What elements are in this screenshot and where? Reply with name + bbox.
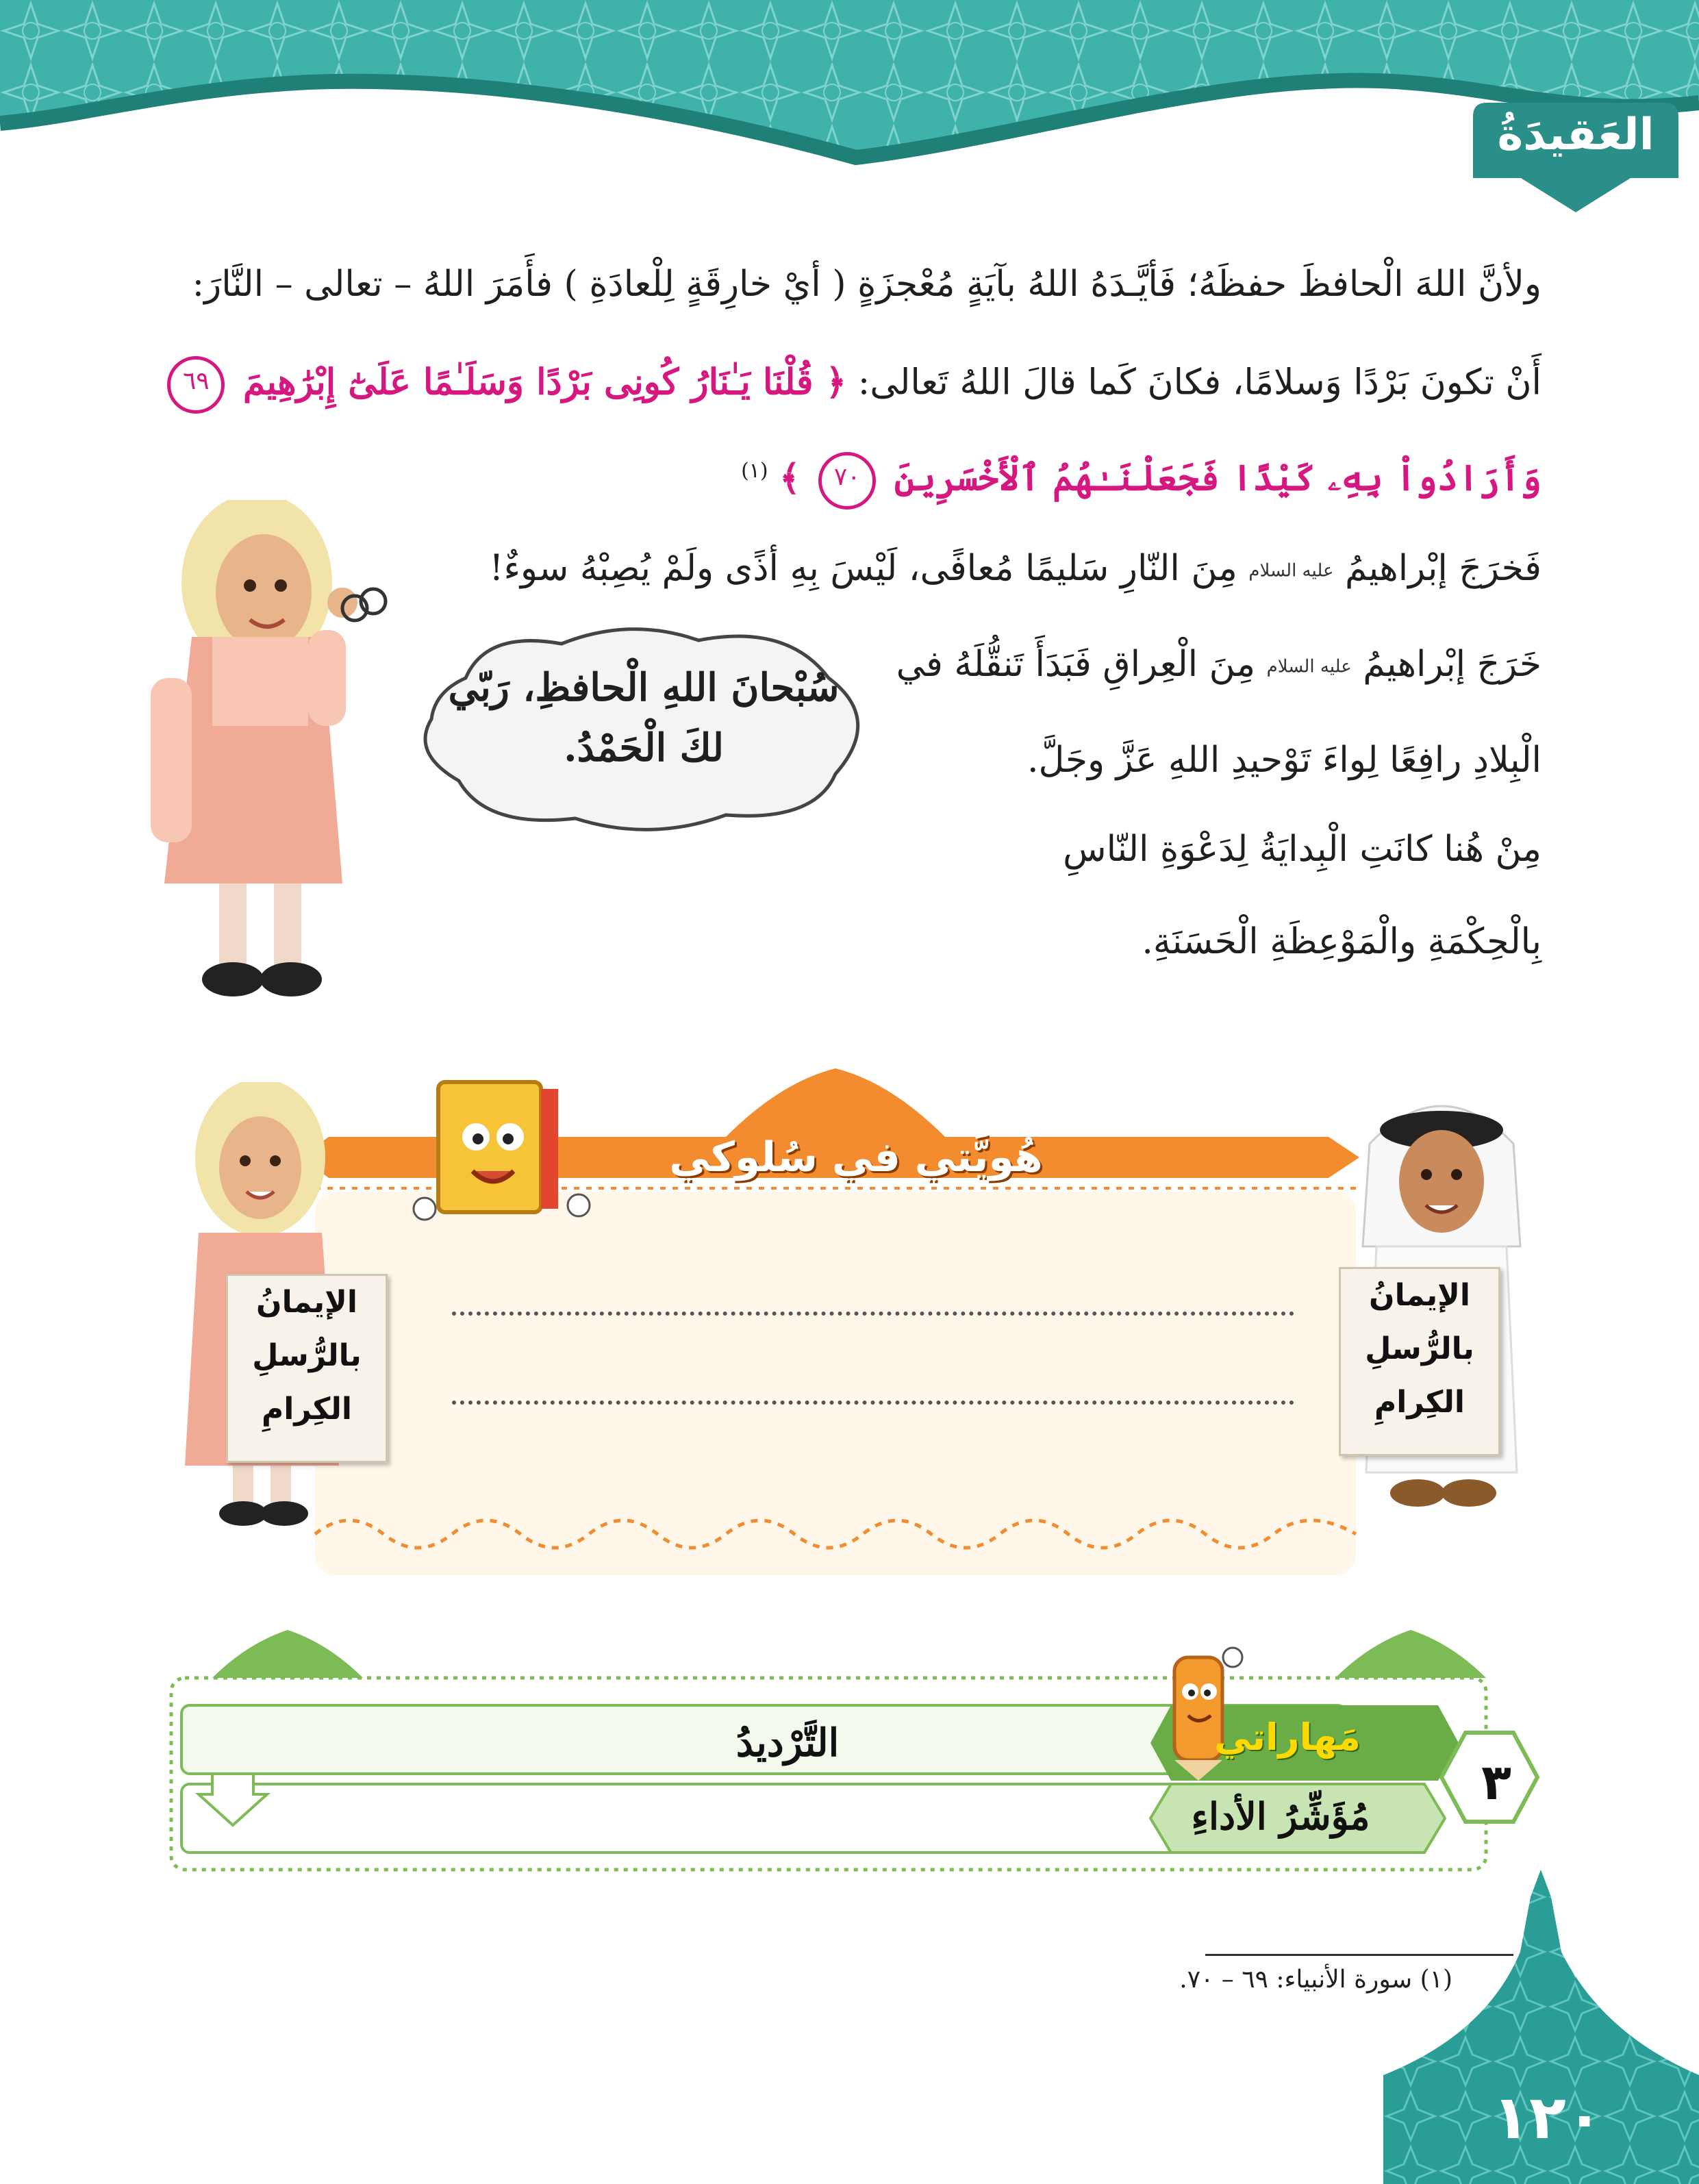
bubble-text [431, 657, 856, 778]
footnote-text: (١) سورة الأنبياء: ٦٩ – ٧٠. [1179, 1966, 1452, 1994]
text-line-3 [741, 452, 1541, 510]
verse-1: ﴿ قُلْنَا يَـٰنَارُ كُونِى بَرْدًا وَسَلَـٰمًا عَلَىٰٓ إِبْرَٰهِيمَ [242, 361, 847, 403]
sign-right-line-2: بالرُّسلِ [1365, 1331, 1474, 1366]
text-line-4 [490, 548, 1541, 589]
text-line-2-prefix: أَنْ تكونَ بَرْدًا وَسلامًا، فكانَ كَما قالَ اللهُ تَعالى: [857, 362, 1541, 403]
sign-left-line-3: الكِرامِ [262, 1392, 352, 1427]
sign-right [1339, 1267, 1500, 1456]
text-line-8: بِالْحِكْمَةِ والْمَوْعِظَةِ الْحَسَنَةِ. [1142, 921, 1541, 962]
verse-close-bracket: ﴾ [779, 457, 801, 499]
sign-left [226, 1274, 388, 1463]
sign-right-line-3: الكِرامِ [1374, 1385, 1465, 1420]
text-line-6: الْبِلادِ رافِعًا لِواءَ تَوْحيدِ اللهِ عَزَّ وجَلَّ. [1027, 740, 1541, 781]
girl-character-illustration [137, 500, 411, 1041]
text-line-5 [896, 644, 1541, 685]
page-number: ١٢٠ [1492, 2082, 1603, 2152]
text-line-5-a: خَرَجَ إبْراهيمُ [1363, 644, 1541, 685]
text-line-1: ولأنَّ اللهَ الْحافظَ حفظَهُ؛ فَأيَّـدَهُ اللهُ بآيَةٍ مُعْجزَةٍ ( أيْ خارِقَةٍ لِلْعادَةِ ) فأَمَرَ اللهُ – تعالى – النَّارَ: [192, 264, 1541, 305]
answer-line-2[interactable] [452, 1401, 1294, 1405]
header-band [0, 0, 1699, 205]
unit-title: العَقيدَةُ [1497, 110, 1654, 160]
footnote-marker[interactable]: (١) [741, 459, 768, 484]
text-line-5-b: مِنَ الْعِراقِ فَبَدَأَ تَنقُّلَهُ في [896, 644, 1256, 685]
sign-left-line-2: بالرُّسلِ [252, 1338, 362, 1373]
sign-right-line-1: الإيمانُ [1369, 1278, 1470, 1313]
text-line-7: مِنْ هُنا كانَتِ الْبِدايَةُ لِدَعْوَةِ النّاسِ [1063, 829, 1541, 870]
performance-indicator-label: مُؤَشِّرُ الأداءِ [1191, 1794, 1370, 1838]
skill-number-badge: ٣ [1481, 1753, 1511, 1811]
pbuh-honorific-2: عليه السلام [1266, 656, 1352, 677]
skill-repetition-label: التَّرْديدُ [735, 1720, 840, 1766]
pbuh-honorific: عليه السلام [1248, 560, 1334, 581]
ayah-number-70: ٧٠ [818, 452, 876, 510]
skills-title: مَهاراتي [1214, 1716, 1361, 1759]
behavior-title: هُويَّتي في سُلوكي [669, 1133, 1043, 1181]
book-mascot-icon [411, 1068, 596, 1233]
answer-line-1[interactable] [452, 1311, 1294, 1316]
text-line-4-b: مِنَ النّارِ سَليمًا مُعافًى، لَيْسَ بِهِ أذًى ولَمْ يُصِبْهُ سوءٌ! [489, 548, 1237, 589]
text-line-4-a: فَخرَجَ إبْراهيمُ [1345, 548, 1541, 589]
sign-left-line-1: الإيمانُ [256, 1285, 357, 1320]
pencil-mascot-icon [1150, 1644, 1253, 1781]
ayah-number-69: ٦٩ [167, 356, 225, 414]
bubble-line-1: سُبْحانَ اللهِ الْحافظِ، رَبّي [448, 665, 840, 710]
verse-2: وَأَرَادُواْ بِهِۦ كَيْدًا فَجَعَلْنَـٰهُمُ ٱلْأَخْسَرِينَ [894, 457, 1541, 499]
text-line-2 [160, 356, 1541, 414]
bubble-line-2: لكَ الْحَمْدُ. [564, 725, 724, 770]
